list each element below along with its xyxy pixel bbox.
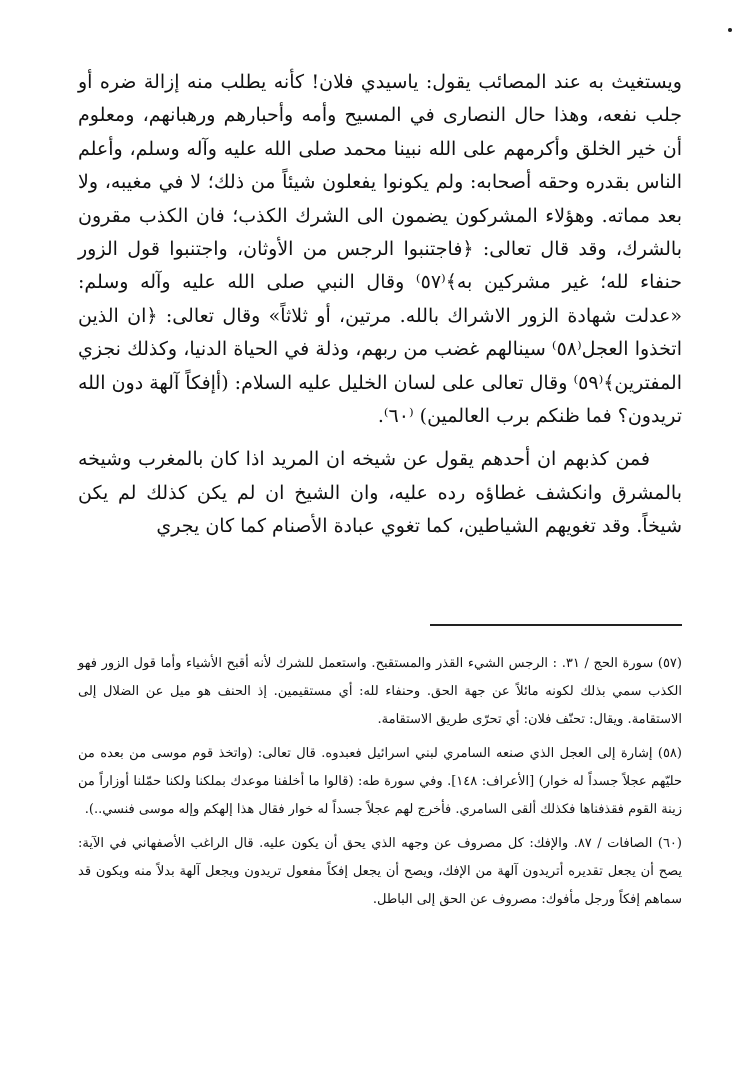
- footnote-separator: [430, 624, 682, 626]
- paragraph: ويستغيث به عند المصائب يقول: ياسيدي فلان! كأنه يطلب منه إزالة ضره أو جلب نفعه، وهذا حال النصارى في المسيح وأمه وأحبارهم ورهبانهم، ومعلوم أن خير الخلق وأكرمهم على الله نبينا محمد صلى الله عليه وآله وسلم، وأعلم الناس بقدره وحقه أصحابه: ولم يكونوا يفعلون شيئاً من ذلك؛ لا في مغيبه، ولا بعد مماته. وهؤلاء المشركون يضمون الى الشرك الكذب؛ فان الكذب مقرون بالشرك، وقد قال تعالى: ﴿فاجتنبوا الرجس من الأوثان، واجتنبوا قول الزور حنفاء لله؛ غير مشركين به﴾⁽٥٧⁾ وقال النبي صلى الله عليه وآله وسلم: «عدلت شهادة الزور الاشراك بالله. مرتين، أو ثلاثاً» وقال تعالى: ﴿ان الذين اتخذوا العجل⁽٥٨⁾ سينالهم غضب من ربهم، وذلة في الحياة الدنيا، وكذلك نجزي المفترين﴾⁽٥٩⁾ وقال تعالى على لسان الخليل عليه السلام: (أإفكاً آلهة دون الله تريدون؟ فما ظنكم برب العالمين) ⁽٦٠⁾.: [78, 71, 682, 428]
- footnote: (٥٧) سورة الحج / ٣١. : الرجس الشيء القذر والمستقبح. واستعمل للشرك لأنه أقبح الأشياء وأما قول الزور فهو الكذب سمي بذلك لكونه مائلاً عن جهة الحق. وحنفاء لله: أي مستقيمين. إذ الحنف هو ميل عن الضلال إلى الاستقامة. ويقال: تحنّف فلان: أي تحرّى طريق الاستقامة.: [78, 656, 682, 727]
- paragraph: فمن كذبهم ان أحدهم يقول عن شيخه ان المريد اذا كان بالمغرب وشيخه بالمشرق وانكشف غطاؤه رده عليه، وان الشيخ ان لم يكن كذلك لم يكن شيخاً. وقد تغويهم الشياطين، كما تغوي عبادة الأصنام كما كان يجري: [78, 448, 682, 538]
- footnote: (٦٠) الصافات / ٨٧. والإفك: كل مصروف عن وجهه الذي يحق أن يكون عليه. قال الراغب الأصفهاني في الآية: يصح أن يجعل تقديره أتريدون آلهة من الإفك، ويصح أن يجعل إفكاً مفعول تريدون ويجعل آلهة بدلاً منه ويكون قد سماهم إفكاً ورجل مأفوك: مصروف عن الحق إلى الباطل.: [78, 836, 682, 907]
- footnotes: [78, 650, 682, 914]
- page-mark: [728, 28, 732, 32]
- footnote: (٥٨) إشارة إلى العجل الذي صنعه السامري لبني اسرائيل فعبدوه. قال تعالى: (واتخذ قوم موسى من بعده من حليّهم عجلاً جسداً له خوار) [الأعراف: ١٤٨]. وفي سورة طه: (قالوا ما أخلفنا موعدك بملكنا ولكنا حمّلنا أوزاراً من زينة القوم فقذفناها فكذلك ألقى السامري. فأخرج لهم عجلاً جسداً له خوار فقال هذا إلهكم وإله موسى فنسي..).: [78, 746, 682, 817]
- main-text: [78, 66, 682, 544]
